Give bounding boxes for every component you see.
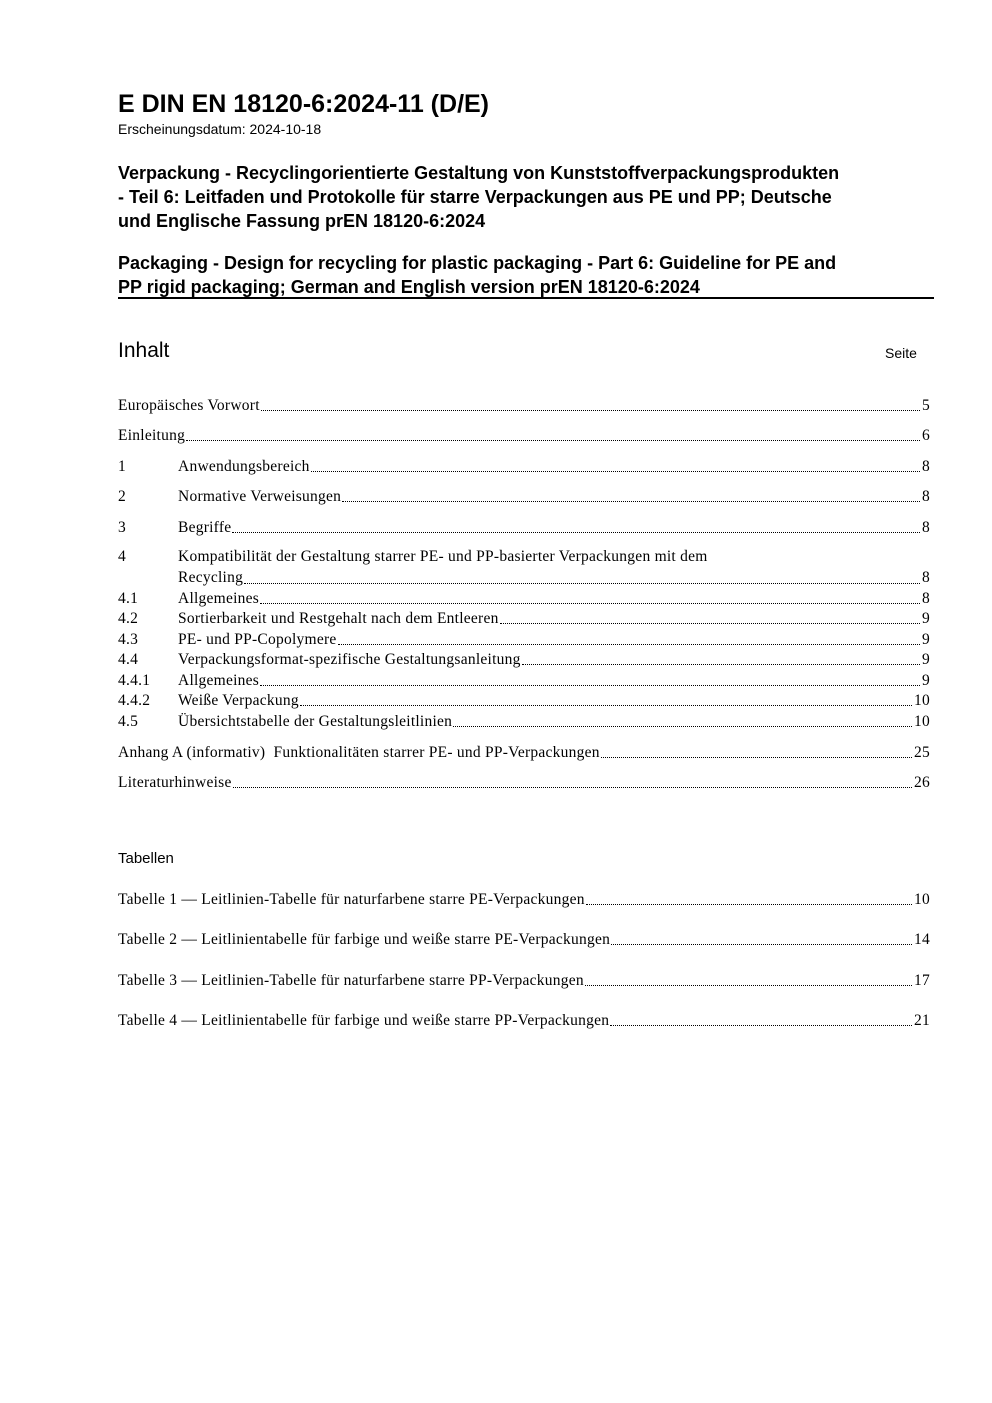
dot-leader bbox=[611, 944, 912, 945]
title-english bbox=[118, 251, 933, 299]
toc-entry-number: 3 bbox=[118, 519, 126, 536]
toc-entry-4-4-1[interactable] bbox=[118, 670, 930, 690]
dot-leader bbox=[260, 603, 920, 604]
toc-entry-number: 4.4 bbox=[118, 651, 139, 668]
toc-entry-2[interactable] bbox=[118, 486, 930, 506]
toc-entry-label: Begriffe bbox=[178, 519, 232, 536]
table-entry-label: Tabelle 4 — Leitlinientabelle für farbige und weiße starre PP-Verpackungen bbox=[118, 1012, 610, 1029]
toc-entry-page: 25 bbox=[914, 744, 930, 761]
toc-entry-label: Kompatibilität der Gestaltung starrer PE- und PP-basierter Verpackungen mit dem bbox=[178, 548, 708, 565]
dot-leader bbox=[244, 583, 920, 584]
table-entry-4[interactable] bbox=[118, 1010, 930, 1030]
dot-leader bbox=[300, 705, 912, 706]
toc-entry-page: 8 bbox=[922, 519, 930, 536]
toc-entry-literaturhinweise[interactable] bbox=[118, 772, 930, 792]
toc-entry-label: Allgemeines bbox=[178, 590, 260, 607]
dot-leader bbox=[585, 985, 912, 986]
toc-entry-4-4-2[interactable] bbox=[118, 690, 930, 710]
title-german bbox=[118, 161, 933, 233]
toc-entry-label: Anhang A (informativ) Funktionalitäten starrer PE- und PP-Verpackungen bbox=[118, 744, 600, 761]
dot-leader bbox=[186, 440, 920, 441]
table-entry-1[interactable] bbox=[118, 889, 930, 909]
toc-entry-number: 4.5 bbox=[118, 713, 139, 730]
toc-entry-4[interactable] bbox=[118, 546, 930, 588]
toc-entry-number: 4 bbox=[118, 548, 126, 565]
toc-entry-page: 9 bbox=[922, 631, 930, 648]
toc-entry-number: 1 bbox=[118, 458, 126, 475]
toc-entry-number: 4.2 bbox=[118, 610, 139, 627]
toc-entry-number: 4.4.1 bbox=[118, 672, 151, 689]
title-german-line: - Teil 6: Leitfaden und Protokolle für starre Verpackungen aus PE und PP; Deutsche bbox=[118, 187, 832, 207]
toc-entry-page: 8 bbox=[922, 458, 930, 475]
dot-leader bbox=[500, 623, 920, 624]
table-entry-page: 14 bbox=[914, 931, 930, 948]
title-german-line: und Englische Fassung prEN 18120-6:2024 bbox=[118, 211, 486, 231]
dot-leader bbox=[586, 904, 912, 905]
table-entry-page: 21 bbox=[914, 1012, 930, 1029]
dot-leader bbox=[261, 410, 920, 411]
toc-entry-label: Literaturhinweise bbox=[118, 774, 232, 791]
toc-entry-page: 8 bbox=[922, 590, 930, 607]
toc-entry-4-2[interactable] bbox=[118, 608, 930, 628]
table-entry-page: 17 bbox=[914, 972, 930, 989]
title-german-line: Verpackung - Recyclingorientierte Gestaltung von Kunststoffverpackungsprodukten bbox=[118, 163, 840, 183]
table-entry-label: Tabelle 3 — Leitlinien-Tabelle für naturfarbene starre PP-Verpackungen bbox=[118, 972, 584, 989]
dot-leader bbox=[260, 685, 920, 686]
toc-entry-label: Sortierbarkeit und Restgehalt nach dem Entleeren bbox=[178, 610, 499, 627]
toc-entry-label: Europäisches Vorwort bbox=[118, 397, 260, 414]
toc-entry-page: 26 bbox=[914, 774, 930, 791]
table-entry-label: Tabelle 2 — Leitlinientabelle für farbige und weiße starre PE-Verpackungen bbox=[118, 931, 611, 948]
toc-entry-label: Allgemeines bbox=[178, 672, 260, 689]
toc-entry-number: 4.3 bbox=[118, 631, 139, 648]
toc-entry-label: Übersichtstabelle der Gestaltungsleitlinien bbox=[178, 713, 453, 730]
toc-entry-label: Normative Verweisungen bbox=[178, 488, 342, 505]
toc-entry-vorwort[interactable] bbox=[118, 395, 930, 415]
dot-leader bbox=[601, 757, 912, 758]
dot-leader bbox=[232, 532, 920, 533]
table-entry-page: 10 bbox=[914, 891, 930, 908]
dot-leader bbox=[338, 644, 920, 645]
title-divider bbox=[118, 297, 934, 299]
toc-entry-4-4[interactable] bbox=[118, 649, 930, 669]
tables-heading: Tabellen bbox=[118, 850, 174, 867]
title-english-line: PP rigid packaging; German and English version prEN 18120-6:2024 bbox=[118, 277, 700, 297]
toc-entry-1[interactable] bbox=[118, 456, 930, 476]
document-title: E DIN EN 18120-6:2024-11 (D/E) bbox=[118, 90, 490, 118]
toc-entry-page: 6 bbox=[922, 427, 930, 444]
toc-entry-page: 9 bbox=[922, 672, 930, 689]
toc-entry-label: Verpackungsformat-spezifische Gestaltungsanleitung bbox=[178, 651, 521, 668]
toc-entry-label: PE- und PP-Copolymere bbox=[178, 631, 337, 648]
publication-date: Erscheinungsdatum: 2024-10-18 bbox=[118, 121, 322, 137]
title-english-line: Packaging - Design for recycling for plastic packaging - Part 6: Guideline for PE and bbox=[118, 253, 837, 273]
toc-entry-page: 9 bbox=[922, 610, 930, 627]
dot-leader bbox=[233, 787, 912, 788]
dot-leader bbox=[342, 501, 920, 502]
toc-entry-3[interactable] bbox=[118, 517, 930, 537]
toc-entry-number: 4.4.2 bbox=[118, 692, 151, 709]
dot-leader bbox=[311, 471, 920, 472]
toc-entry-page: 10 bbox=[914, 713, 930, 730]
toc-heading: Inhalt bbox=[118, 339, 170, 362]
toc-entry-page: 8 bbox=[922, 569, 930, 586]
toc-entry-number: 2 bbox=[118, 488, 126, 505]
toc-entry-number: 4.1 bbox=[118, 590, 139, 607]
toc-entry-4-1[interactable] bbox=[118, 588, 930, 608]
toc-entry-page: 8 bbox=[922, 488, 930, 505]
toc-entry-label: Weiße Verpackung bbox=[178, 692, 299, 709]
toc-entry-4-5[interactable] bbox=[118, 711, 930, 731]
table-entry-3[interactable] bbox=[118, 970, 930, 990]
toc-entry-page: 5 bbox=[922, 397, 930, 414]
toc-entry-page: 9 bbox=[922, 651, 930, 668]
table-entry-label: Tabelle 1 — Leitlinien-Tabelle für naturfarbene starre PE-Verpackungen bbox=[118, 891, 585, 908]
table-entry-2[interactable] bbox=[118, 929, 930, 949]
dot-leader bbox=[610, 1025, 912, 1026]
toc-entry-label: Einleitung bbox=[118, 427, 186, 444]
toc-entry-label: Anwendungsbereich bbox=[178, 458, 310, 475]
toc-entry-label: Recycling bbox=[178, 569, 244, 586]
toc-entry-anhang-a[interactable] bbox=[118, 742, 930, 762]
page-column-label: Seite bbox=[885, 345, 917, 361]
toc-entry-page: 10 bbox=[914, 692, 930, 709]
dot-leader bbox=[522, 664, 920, 665]
toc-entry-4-3[interactable] bbox=[118, 629, 930, 649]
dot-leader bbox=[453, 726, 912, 727]
toc-entry-einleitung[interactable] bbox=[118, 425, 930, 445]
